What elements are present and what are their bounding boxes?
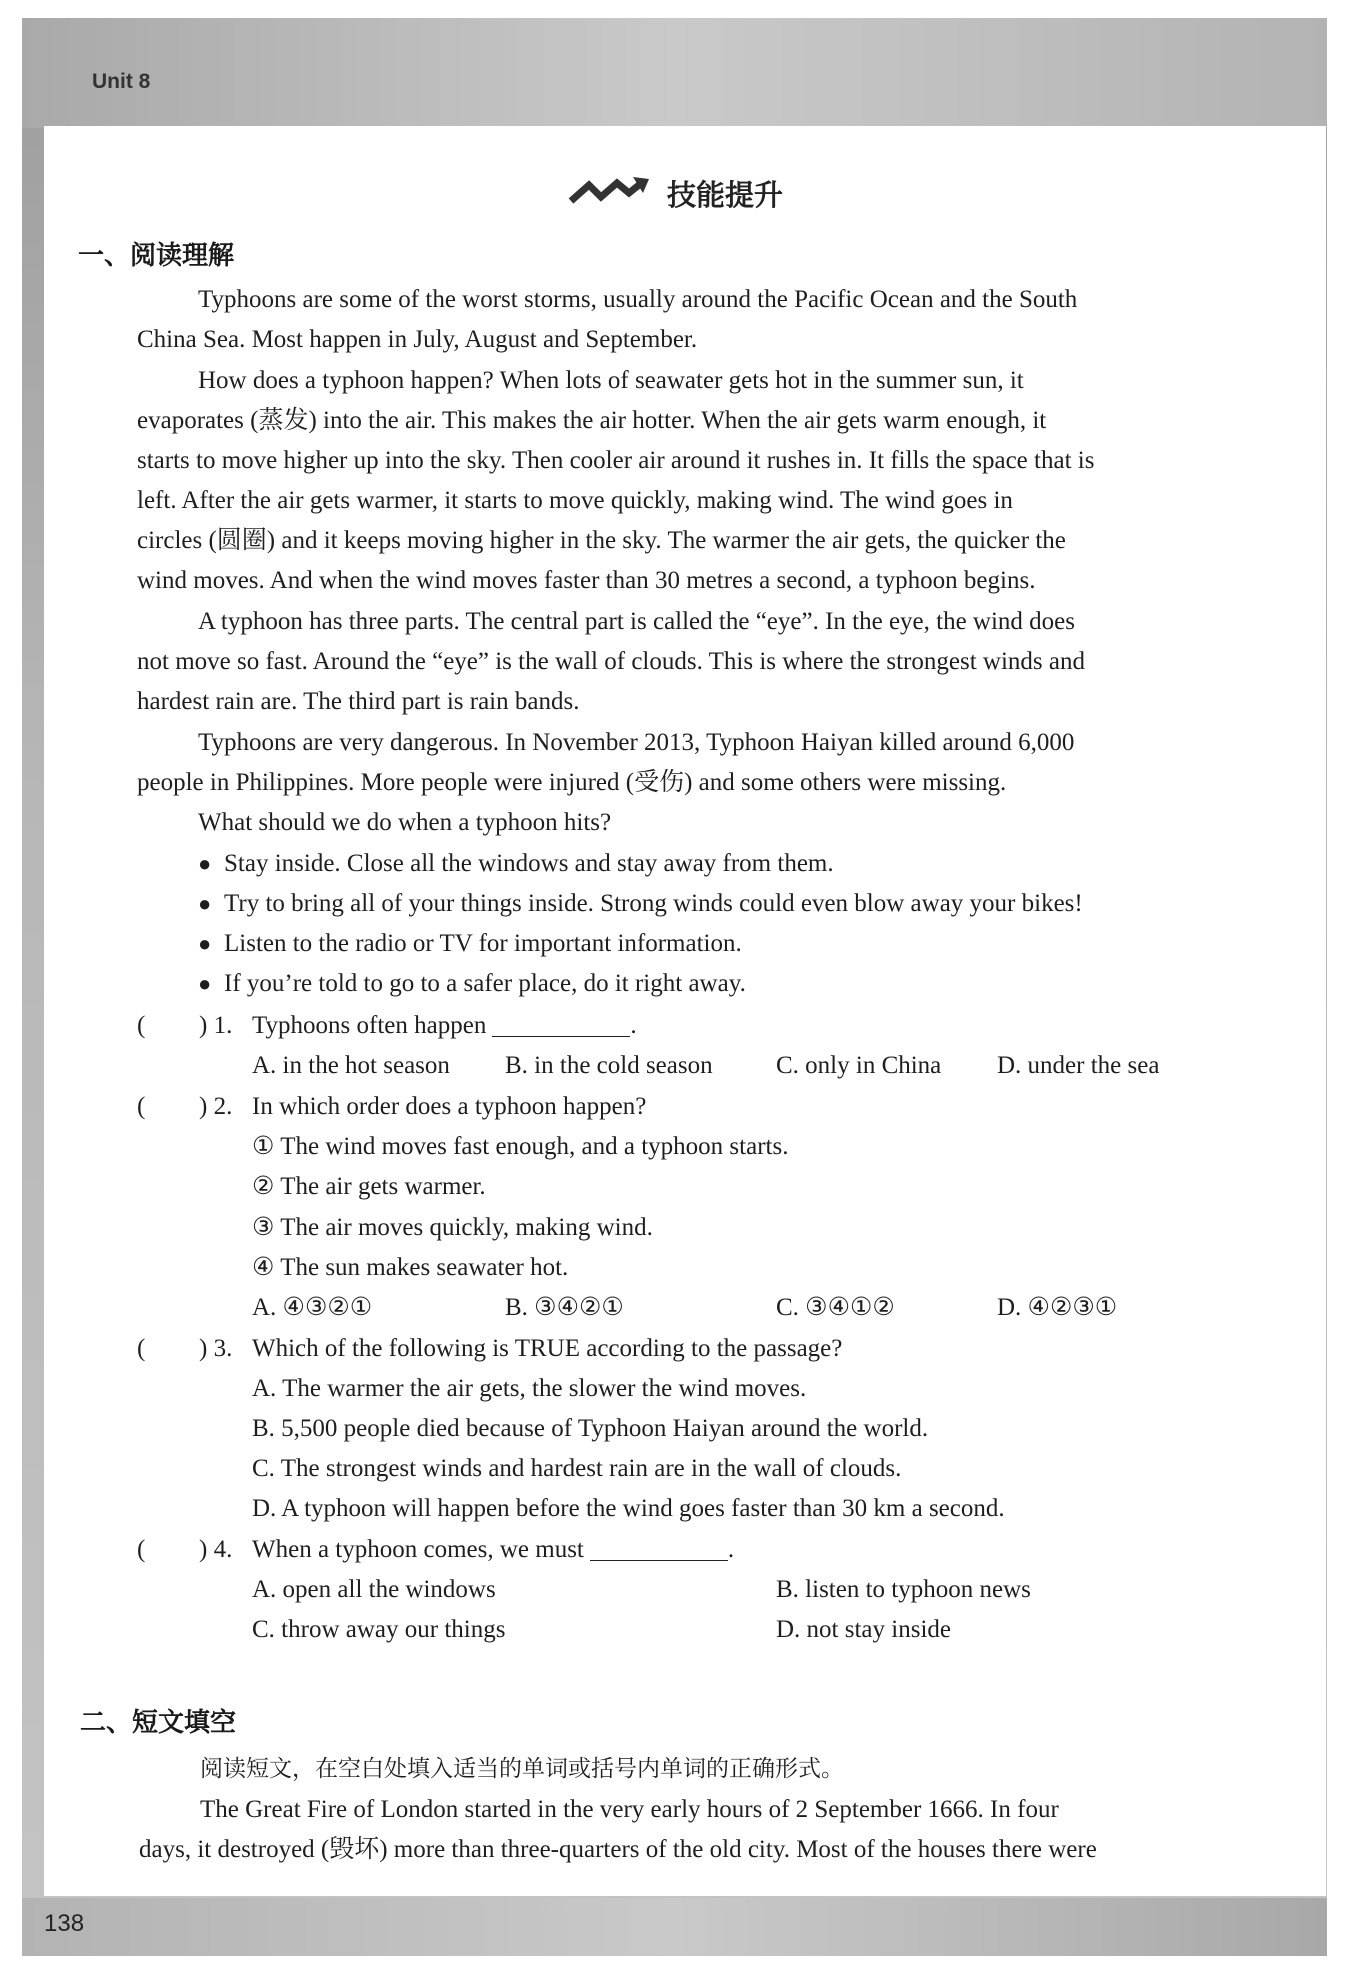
passage-line: What should we do when a typhoon hits? — [198, 809, 612, 836]
option[interactable]: D. A typhoon will happen before the wind goes faster than 30 km a second. — [252, 1495, 1005, 1522]
option[interactable]: B. in the cold season — [505, 1052, 713, 1079]
passage-line: not move so fast. Around the “eye” is the wall of clouds. This is where the strongest winds and — [137, 648, 1085, 675]
header-band — [22, 18, 1327, 128]
zigzag-arrow-icon — [567, 175, 651, 211]
question-number: ) 3. — [199, 1335, 233, 1362]
bullet-dot-icon: ● — [198, 891, 212, 916]
instruction-label: 阅读短文，在空白处填入适当的单词或括号内单词的正确形式。 — [200, 1756, 844, 1782]
bullet-item — [198, 964, 746, 1004]
option[interactable]: C. throw away our things — [252, 1616, 506, 1643]
question-number: ) 2. — [199, 1093, 233, 1120]
option[interactable]: C. only in China — [776, 1052, 942, 1079]
passage-line: Typhoons are some of the worst storms, usually around the Pacific Ocean and the South — [198, 286, 1078, 313]
option[interactable]: D. under the sea — [997, 1052, 1160, 1079]
question-text: Typhoons often happen — [252, 1012, 487, 1039]
answer-blank[interactable] — [492, 1012, 630, 1037]
passage-line: days, it destroyed (毁坏) more than three-quarters of the old city. Most of the houses there were — [139, 1836, 1097, 1863]
answer-paren[interactable]: ( — [137, 1536, 146, 1563]
banner-title: 技能提升 — [666, 177, 783, 212]
passage-line: left. After the air gets warmer, it starts to move quickly, making wind. The wind goes in — [137, 487, 1013, 514]
option[interactable]: A. The warmer the air gets, the slower the wind moves. — [252, 1375, 807, 1402]
answer-paren[interactable]: ( — [137, 1093, 146, 1120]
option[interactable]: A. open all the windows — [252, 1576, 496, 1603]
bullet-item — [198, 884, 1083, 924]
question-text: Which of the following is TRUE according to the passage? — [252, 1335, 843, 1362]
bullet-text: If you’re told to go to a safer place, do it right away. — [224, 970, 746, 997]
passage-line: wind moves. And when the wind moves faster than 30 metres a second, a typhoon begins. — [137, 567, 1036, 594]
footer-band — [22, 1898, 1327, 1956]
bullet-item — [198, 924, 742, 964]
option[interactable]: C. The strongest winds and hardest rain are in the wall of clouds. — [252, 1455, 902, 1482]
option[interactable]: B. listen to typhoon news — [776, 1576, 1031, 1603]
passage-line: Typhoons are very dangerous. In November 2013, Typhoon Haiyan killed around 6,000 — [198, 729, 1075, 756]
option[interactable]: B. ③④②① — [505, 1294, 624, 1321]
option[interactable]: B. 5,500 people died because of Typhoon Haiyan around the world. — [252, 1415, 929, 1442]
option[interactable]: C. ③④①② — [776, 1294, 895, 1321]
option[interactable]: D. not stay inside — [776, 1616, 951, 1643]
passage-line: evaporates (蒸发) into the air. This makes the air hotter. When the air gets warm enough, it — [137, 407, 1047, 434]
bullet-dot-icon: ● — [198, 971, 212, 996]
passage-line: circles (圆圈) and it keeps moving higher in the sky. The warmer the air gets, the quicker the — [137, 527, 1066, 554]
order-step: ③ The air moves quickly, making wind. — [252, 1214, 653, 1241]
answer-paren[interactable]: ( — [137, 1012, 146, 1039]
order-step: ④ The sun makes seawater hot. — [252, 1254, 569, 1281]
option[interactable]: D. ④②③① — [997, 1294, 1118, 1321]
question-number: ) 1. — [199, 1012, 233, 1039]
bullet-dot-icon: ● — [198, 931, 212, 956]
bullet-text: Stay inside. Close all the windows and stay away from them. — [224, 850, 834, 877]
section-heading-reading: 一、阅读理解 — [78, 241, 235, 271]
bullet-item — [198, 844, 834, 884]
section-banner — [0, 168, 1350, 218]
option[interactable]: A. ④③②① — [252, 1294, 373, 1321]
passage-line: starts to move higher up into the sky. Then cooler air around it rushes in. It fills the space that is — [137, 447, 1095, 474]
answer-blank[interactable] — [590, 1536, 728, 1561]
passage-line: The Great Fire of London started in the very early hours of 2 September 1666. In four — [200, 1796, 1059, 1823]
order-step: ① The wind moves fast enough, and a typhoon starts. — [252, 1133, 789, 1160]
instruction-text — [200, 1749, 844, 1789]
order-step: ② The air gets warmer. — [252, 1173, 486, 1200]
answer-paren[interactable]: ( — [137, 1335, 146, 1362]
passage-line: How does a typhoon happen? When lots of seawater gets hot in the summer sun, it — [198, 367, 1024, 394]
unit-label: Unit 8 — [92, 70, 151, 93]
page-number: 138 — [44, 1910, 85, 1937]
bullet-text: Listen to the radio or TV for important information. — [224, 930, 742, 957]
section-heading-cloze: 二、短文填空 — [80, 1708, 237, 1738]
passage-line: hardest rain are. The third part is rain bands. — [137, 688, 580, 715]
bullet-text: Try to bring all of your things inside. Strong winds could even blow away your bikes! — [224, 890, 1083, 917]
option[interactable]: A. in the hot season — [252, 1052, 450, 1079]
bullet-dot-icon: ● — [198, 851, 212, 876]
question-number: ) 4. — [199, 1536, 233, 1563]
passage-line: people in Philippines. More people were injured (受伤) and some others were missing. — [137, 769, 1007, 796]
question-text: When a typhoon comes, we must — [252, 1536, 584, 1563]
passage-line: China Sea. Most happen in July, August and September. — [137, 326, 698, 353]
question-text: In which order does a typhoon happen? — [252, 1093, 647, 1120]
passage-line: A typhoon has three parts. The central part is called the “eye”. In the eye, the wind does — [198, 608, 1076, 635]
